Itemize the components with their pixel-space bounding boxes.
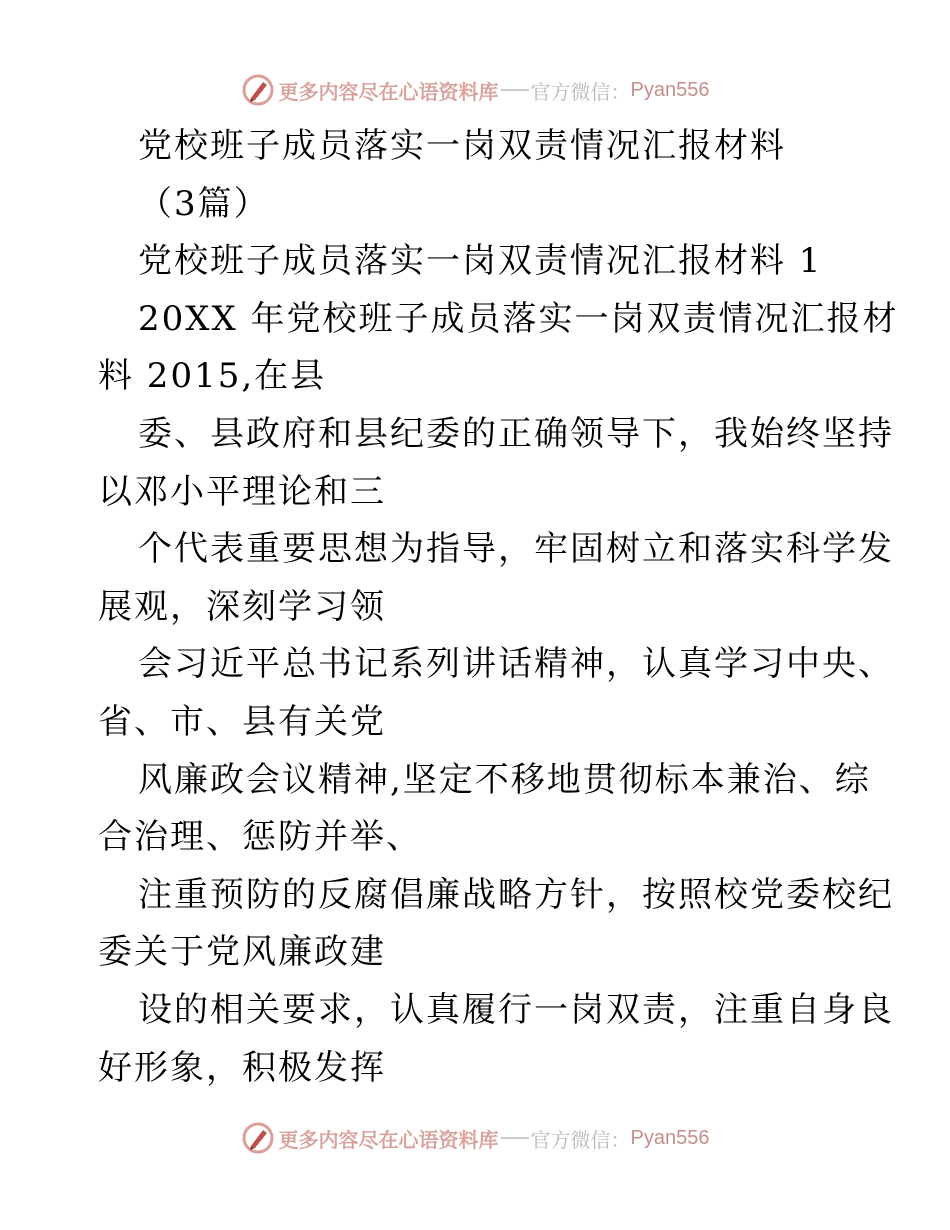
- doc-section-heading: 党校班子成员落实一岗双责情况汇报材料 1: [138, 241, 823, 282]
- banner-dash: [501, 89, 529, 91]
- doc-line: 省、市、县有关党: [98, 701, 386, 742]
- banner-wechat-id: Pyan556: [630, 1126, 710, 1149]
- doc-title: 党校班子成员落实一岗双责情况汇报材料: [138, 126, 786, 166]
- doc-line: 注重预防的反腐倡廉战略方针，按照校党委校纪: [138, 874, 894, 915]
- banner-dash: [501, 1137, 529, 1139]
- banner-site-name: 更多内容尽在心语资料库: [278, 79, 499, 104]
- doc-line: 风廉政会议精神,坚定不移地贯彻标本兼治、综: [138, 759, 871, 800]
- doc-line: 展观，深刻学习领: [98, 586, 386, 627]
- banner-site-name: 更多内容尽在心语资料库: [278, 1127, 499, 1152]
- footer-banner: [0, 1118, 950, 1158]
- doc-line: 料 2015,在县: [98, 356, 327, 397]
- doc-line: 委关于党风廉政建: [98, 932, 386, 973]
- banner-wechat-label: 官方微信：: [530, 79, 631, 104]
- pen-logo-icon: [241, 73, 275, 107]
- doc-line: 设的相关要求，认真履行一岗双责，注重自身良: [138, 989, 894, 1030]
- doc-line: 20XX 年党校班子成员落实一岗双责情况汇报材: [138, 298, 899, 339]
- doc-line: 好形象，积极发挥: [98, 1047, 386, 1088]
- doc-line: 以邓小平理论和三: [98, 471, 386, 512]
- banner-wechat-label: 官方微信：: [530, 1127, 631, 1152]
- banner-wechat-id: Pyan556: [630, 78, 710, 101]
- doc-line: 个代表重要思想为指导，牢固树立和落实科学发: [138, 529, 894, 570]
- header-banner: [0, 70, 950, 110]
- doc-line: 会习近平总书记系列讲话精神，认真学习中央、: [138, 644, 894, 685]
- doc-line: 合治理、惩防并举、: [98, 817, 422, 858]
- doc-line: 委、县政府和县纪委的正确领导下，我始终坚持: [138, 413, 894, 454]
- doc-subtitle: （3篇）: [138, 183, 270, 224]
- pen-logo-icon: [241, 1121, 275, 1155]
- document-body: [98, 118, 899, 1097]
